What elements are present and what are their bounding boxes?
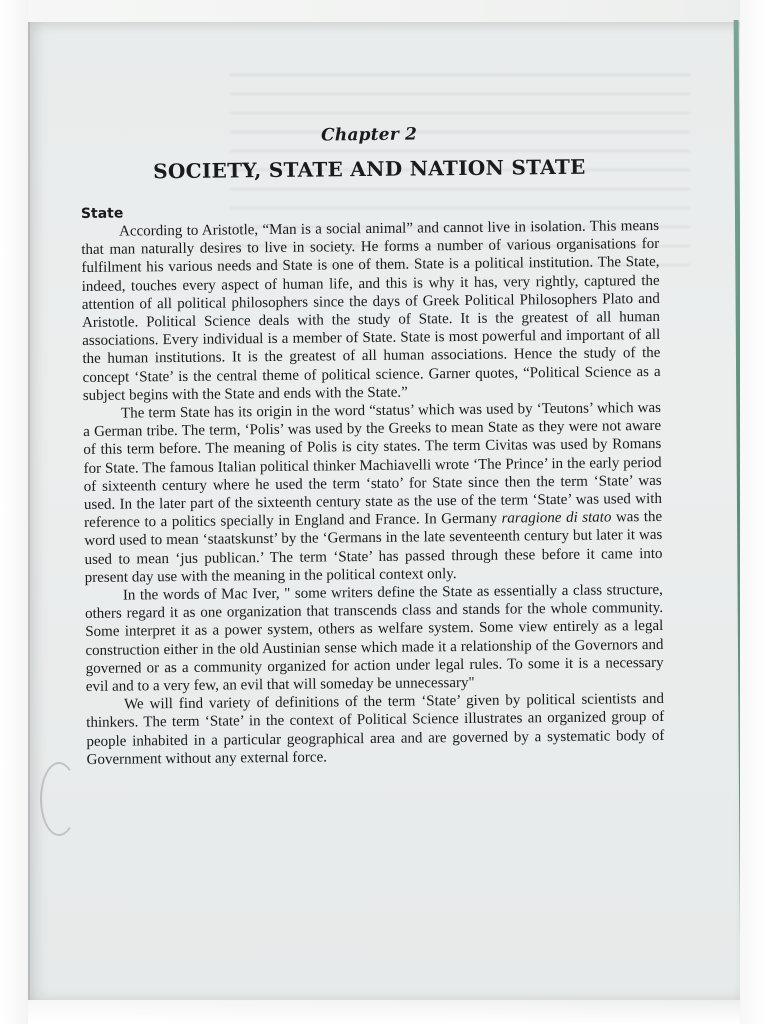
paragraph-4: We will find variety of definitions of the term ‘State’ given by political scientists and thinkers. The term ‘State’ in the context of Political Science illustrates an organized group of people inhabited in a particular geographical area and are governed by a systematic body of Government without any external force.	[86, 691, 665, 768]
chapter-label: Chapter 2	[321, 124, 418, 146]
left-margin-background	[0, 0, 28, 1024]
paragraph-1: According to Aristotle, “Man is a social animal” and cannot live in isolation. This means that man naturally desires to live in society. He forms a number of various organisations for fulfilment his various needs and State is one of them. State is a political institution. The State, indeed, touches every aspect of human life, and this is why it has, very rightly, captured the attention of all political philosophers since the days of Greek Political Philosophers Plato and Aristotle. Political Science deals with the study of State. It is the greatest of all human associations. Every individual is a member of State. State is most powerful and important of all the human institutions. It is the greatest of all human associations. Hence the study of the concept ‘State’ is the central theme of political science. Garner quotes, “Political Science as a subject begins with the State and ends with the State.”	[81, 217, 661, 404]
chapter-title: SOCIETY, STATE AND NATION STATE	[153, 154, 586, 184]
bottom-page-edge	[28, 1000, 740, 1024]
margin-pencil-mark	[40, 762, 78, 836]
page-text-block	[80, 122, 665, 769]
section-heading: State	[80, 205, 124, 222]
right-margin-background	[740, 0, 768, 1024]
paragraph-2-part-1: The term State has its origin in the word “status’ which was used by ‘Teutons’ which was a German tribe. The term, ‘Polis’ was used by the Greeks to mean State as they were not aware of this term before. The meaning of Polis is city states. The term Civitas was used by Romans for State. The famous Italian political thinker Machiavelli wrote ‘The Prince’ in the early period of sixteenth century where he used the term ‘stato’ for State since then the term ‘State’ was used. In the later part of the sixteenth century state as the use of the term ‘State’ was used with reference to a politics specially in England and France. In Germany	[83, 399, 663, 532]
paragraph-2-part-2: was the word used to mean ‘staatskunst’ by the ‘Germans in the late seventeenth century but later it was used to mean ‘jus publican.’ The term ‘State’ has passed through these before it came into present day use with the meaning in the political context only.	[84, 509, 663, 586]
paragraph-3: In the words of Mac Iver, " some writers define the State as essentially a class structure, others regard it as one organization that transcends class and stands for the whole community. Some interpret it as a power system, others as welfare system. Some view entirely as a legal construction either in the old Austinian sense which made it a relationship of the Governors and governed or as a community organized for action under legal rules. To some it is a necessary evil and to a very few, an evil that will someday be unnecessary"	[85, 581, 664, 696]
paragraph-2-italic-term: raragione di stato	[501, 509, 612, 527]
paragraph-2	[83, 399, 663, 587]
